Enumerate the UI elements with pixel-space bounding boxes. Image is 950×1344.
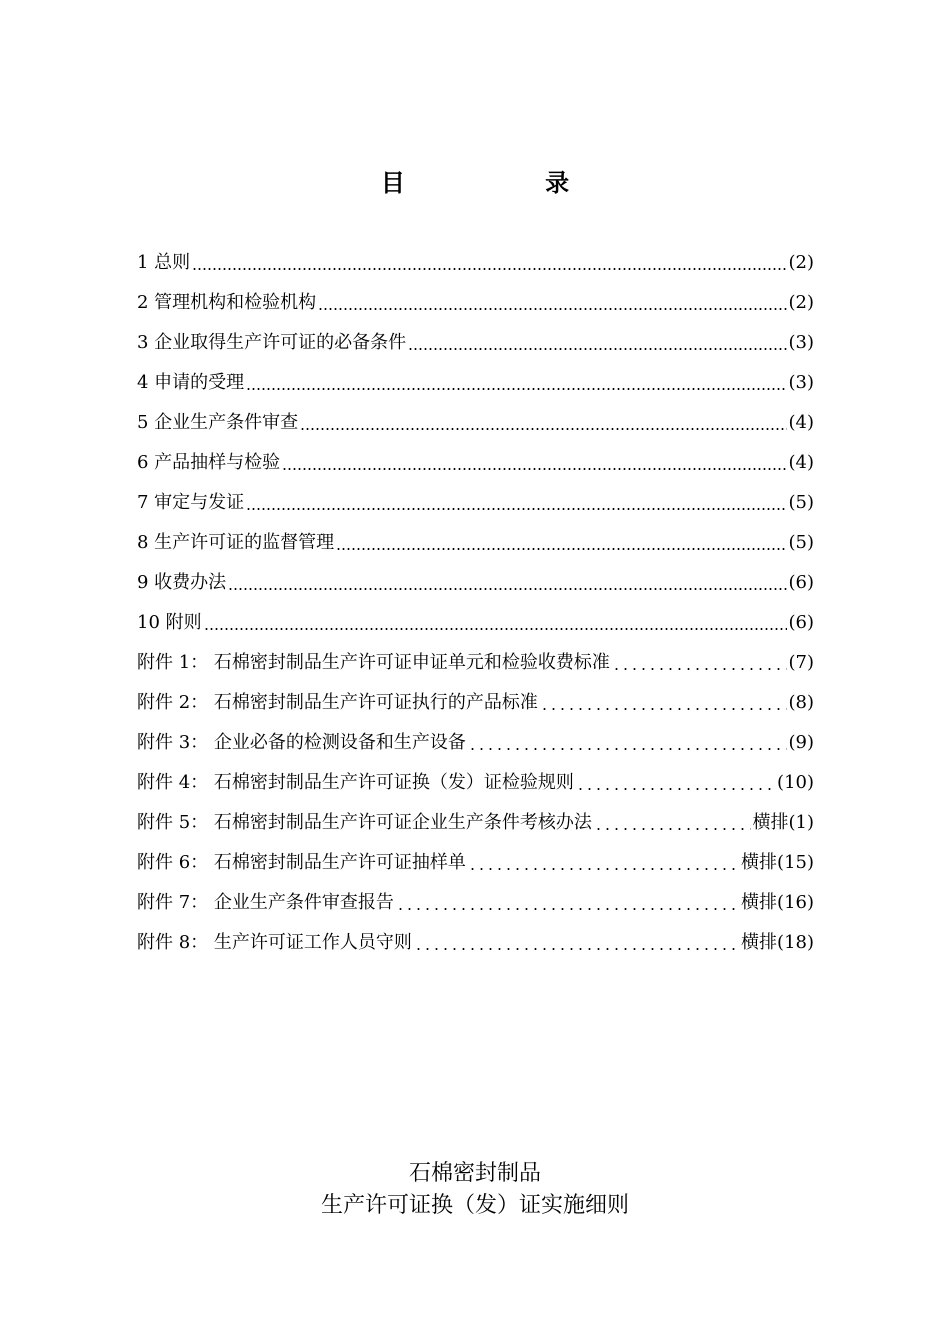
toc-leader-dots (246, 508, 786, 510)
toc-entry-label: 6 产品抽样与检验 (137, 452, 281, 473)
toc-entry-page: (5) (788, 532, 814, 553)
toc-leader-dots (468, 748, 787, 750)
toc-entry-page: (3) (788, 332, 814, 353)
toc-entry-label: 1 总则 (137, 252, 191, 273)
toc-entry-page: (5) (788, 492, 814, 513)
toc-attachment-4[interactable] (137, 766, 814, 806)
toc-attachment-label: 附件 7： 企业生产条件审查报告 (137, 892, 394, 913)
toc-entry-review[interactable] (137, 406, 814, 446)
toc-attachment-page: (10) (777, 772, 814, 793)
toc-attachment-label: 附件 5： 石棉密封制品生产许可证企业生产条件考核办法 (137, 812, 592, 833)
toc-attachment-label: 附件 3： 企业必备的检测设备和生产设备 (137, 732, 466, 753)
toc-leader-dots (192, 268, 786, 270)
toc-entry-application[interactable] (137, 366, 814, 406)
toc-leader-dots (204, 628, 787, 630)
toc-leader-dots (228, 588, 786, 590)
toc-attachment-label: 附件 2： 石棉密封制品生产许可证执行的产品标准 (137, 692, 538, 713)
toc-attachment-label: 附件 8： 生产许可证工作人员守则 (137, 932, 412, 953)
toc-entry-certification[interactable] (137, 486, 814, 526)
toc-attachment-label: 附件 6： 石棉密封制品生产许可证抽样单 (137, 852, 466, 873)
toc-leader-dots (246, 388, 786, 390)
document-title-line-1: 石棉密封制品 (408, 1161, 541, 1186)
toc-entry-fees[interactable] (137, 566, 814, 606)
toc-entry-page: (4) (788, 452, 814, 473)
toc-entry-label: 2 管理机构和检验机构 (137, 292, 317, 313)
toc-attachment-3[interactable] (137, 726, 814, 766)
table-of-contents (137, 246, 814, 966)
toc-entry-label: 7 审定与发证 (137, 492, 245, 513)
toc-leader-dots (318, 308, 786, 310)
toc-attachment-page: 横排(15) (741, 852, 814, 873)
toc-attachment-page: 横排(18) (741, 932, 814, 953)
toc-entry-page: (2) (788, 292, 814, 313)
toc-entry-page: (3) (788, 372, 814, 393)
toc-attachment-page: 横排(16) (741, 892, 814, 913)
toc-attachment-5[interactable] (137, 806, 814, 846)
toc-leader-dots (594, 828, 751, 830)
document-title (0, 1158, 950, 1222)
toc-entry-management[interactable] (137, 286, 814, 326)
toc-entry-requirements[interactable] (137, 326, 814, 366)
toc-entry-label: 8 生产许可证的监督管理 (137, 532, 335, 553)
toc-leader-dots (576, 788, 775, 790)
toc-attachment-6[interactable] (137, 846, 814, 886)
toc-leader-dots (414, 948, 739, 950)
toc-entry-general[interactable] (137, 246, 814, 286)
toc-attachment-label: 附件 4： 石棉密封制品生产许可证换（发）证检验规则 (137, 772, 574, 793)
toc-entry-label: 4 申请的受理 (137, 372, 245, 393)
toc-leader-dots (468, 868, 739, 870)
toc-attachment-label: 附件 1： 石棉密封制品生产许可证申证单元和检验收费标准 (137, 652, 610, 673)
toc-leader-dots (300, 428, 786, 430)
toc-entry-label: 10 附则 (137, 612, 202, 633)
toc-attachment-8[interactable] (137, 926, 814, 966)
toc-leader-dots (612, 668, 787, 670)
toc-entry-label: 5 企业生产条件审查 (137, 412, 299, 433)
toc-leader-dots (282, 468, 786, 470)
toc-entry-page: (4) (788, 412, 814, 433)
page-title: 目 录 (380, 169, 636, 197)
toc-leader-dots (396, 908, 739, 910)
toc-entry-supervision[interactable] (137, 526, 814, 566)
toc-entry-label: 3 企业取得生产许可证的必备条件 (137, 332, 407, 353)
toc-attachment-2[interactable] (137, 686, 814, 726)
toc-attachment-page: 横排(1) (752, 812, 814, 833)
toc-leader-dots (540, 708, 787, 710)
toc-attachment-1[interactable] (137, 646, 814, 686)
toc-attachment-page: (8) (788, 692, 814, 713)
document-title-line-2: 生产许可证换（发）证实施细则 (320, 1193, 629, 1218)
toc-entry-page: (6) (788, 612, 814, 633)
toc-entry-page: (6) (788, 572, 814, 593)
toc-entry-sampling[interactable] (137, 446, 814, 486)
toc-entry-page: (2) (788, 252, 814, 273)
toc-attachment-page: (9) (788, 732, 814, 753)
toc-leader-dots (408, 348, 786, 350)
toc-attachment-7[interactable] (137, 886, 814, 926)
toc-entry-label: 9 收费办法 (137, 572, 227, 593)
toc-entry-supplementary[interactable] (137, 606, 814, 646)
toc-leader-dots (336, 548, 786, 550)
toc-attachment-page: (7) (788, 652, 814, 673)
